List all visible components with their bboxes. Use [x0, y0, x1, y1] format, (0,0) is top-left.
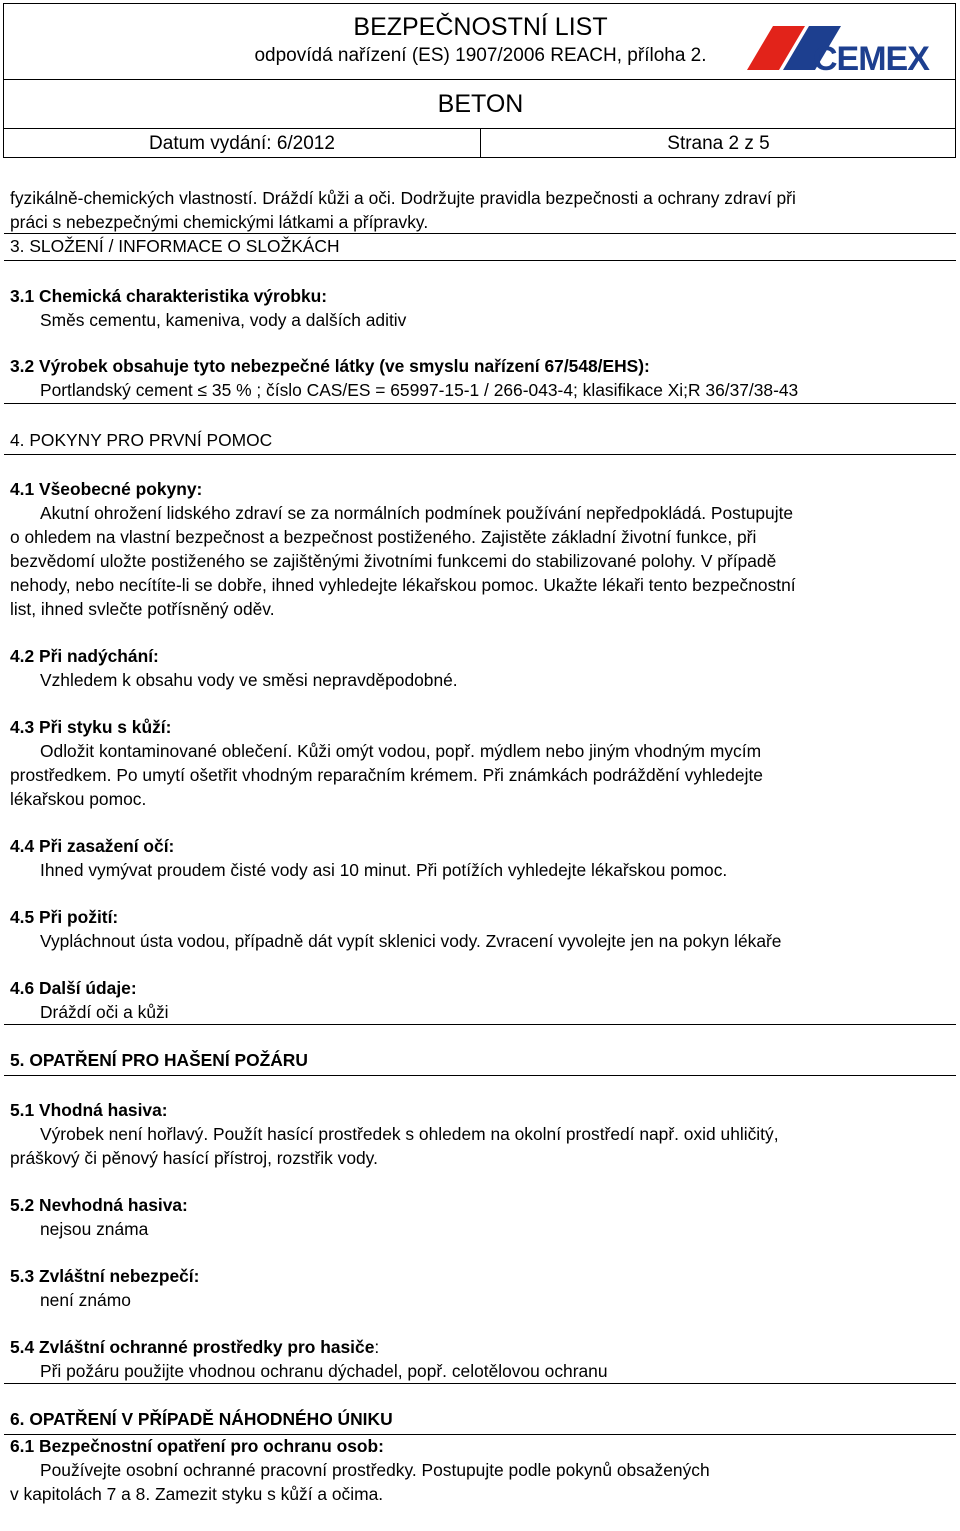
subsection-3-2-title: 3.2 Výrobek obsahuje tyto nebezpečné látky (ve smyslu nařízení 67/548/EHS): — [10, 356, 650, 376]
subsection-6-1-title: 6.1 Bezpečnostní opatření pro ochranu osob: — [10, 1436, 384, 1456]
subsection-3-1-text: Směs cementu, kameniva, vody a dalších aditiv — [40, 310, 407, 330]
intro-line: práci s nebezpečnými chemickými látkami a přípravky. — [10, 212, 429, 232]
document-header — [3, 3, 956, 158]
subsection-5-4-title: 5.4 Zvláštní ochranné prostředky pro hasiče: — [10, 1337, 380, 1357]
document-subtitle: odpovídá nařízení (ES) 1907/2006 REACH, příloha 2. — [254, 45, 707, 66]
subsection-4-6-text: Dráždí oči a kůži — [40, 1002, 169, 1022]
subsection-4-4-title: 4.4 Při zasažení očí: — [10, 836, 175, 856]
subsection-4-1-text: list, ihned svlečte potřísněný oděv. — [10, 599, 275, 619]
subsection-4-6-title: 4.6 Další údaje: — [10, 978, 137, 998]
subsection-6-1-text: Používejte osobní ochranné pracovní prostředky. Postupujte podle pokynů obsažených — [40, 1460, 710, 1480]
document-title: BEZPEČNOSTNÍ LIST — [353, 13, 608, 41]
subsection-4-3-text: prostředkem. Po umytí ošetřit vhodným reparačním krémem. Při známkách podráždění vyhledejte — [10, 765, 763, 785]
page-number: Strana 2 z 5 — [667, 133, 770, 154]
logo-wordmark: CEMEX — [813, 40, 929, 74]
subsection-3-1-title: 3.1 Chemická charakteristika výrobku: — [10, 286, 328, 306]
subsection-4-1-title: 4.1 Všeobecné pokyny: — [10, 479, 203, 499]
subsection-5-2-text: nejsou známa — [40, 1219, 149, 1239]
subsection-4-1-text: o ohledem na vlastní bezpečnost a bezpečnost postiženého. Zajistěte základní životní funkce, při — [10, 527, 757, 547]
subsection-5-3-title: 5.3 Zvláštní nebezpečí: — [10, 1266, 200, 1286]
issue-date: Datum vydání: 6/2012 — [149, 133, 335, 154]
subsection-5-1-title: 5.1 Vhodná hasiva: — [10, 1100, 168, 1120]
subsection-4-1-text: bezvědomí uložte postiženého se zajištěnými životními funkcemi do stabilizované polohy. V případě — [10, 551, 777, 571]
subsection-4-4-text: Ihned vymývat proudem čisté vody asi 10 minut. Při potížích vyhledejte lékařskou pomoc. — [40, 860, 728, 880]
subsection-4-1-text: Akutní ohrožení lidského zdraví se za normálních podmínek používání nepředpokládá. Postupujte — [40, 503, 794, 523]
subsection-4-1-text: nehody, nebo necítíte-li se dobře, ihned vyhledejte lékařskou pomoc. Ukažte lékaři tento bezpečnostní — [10, 575, 796, 595]
subsection-5-4-text: Při požáru použijte vhodnou ochranu dýchadel, popř. celotělovou ochranu — [40, 1361, 608, 1381]
subsection-5-1-text: práškový či pěnový hasící přístroj, rozstřik vody. — [10, 1148, 378, 1168]
cemex-logo — [743, 18, 933, 74]
subsection-4-5-title: 4.5 Při požití: — [10, 907, 119, 927]
subsection-4-2-text: Vzhledem k obsahu vody ve směsi nepravděpodobné. — [40, 670, 458, 690]
subsection-4-3-title: 4.3 Při styku s kůží: — [10, 717, 172, 737]
section-5-heading: 5. OPATŘENÍ PRO HAŠENÍ POŽÁRU — [4, 1024, 956, 1076]
intro-line: fyzikálně-chemických vlastností. Dráždí kůži a oči. Dodržujte pravidla bezpečnosti a ochrany zdraví při — [10, 188, 796, 208]
subsection-3-2-text: Portlandský cement ≤ 35 % ; číslo CAS/ES = 65997-15-1 / 266-043-4; klasifikace Xi;R 36/37/38-43 — [40, 380, 799, 400]
section-3-heading: 3. SLOŽENÍ / INFORMACE O SLOŽKÁCH — [4, 233, 956, 261]
subsection-5-3-text: není známo — [40, 1290, 131, 1310]
subsection-4-5-text: Vypláchnout ústa vodou, případně dát vypít sklenici vody. Zvracení vyvolejte jen na pokyn lékaře — [40, 931, 782, 951]
subsection-5-1-text: Výrobek není hořlavý. Použít hasící prostředek s ohledem na okolní prostředí např. oxid uhličitý, — [40, 1124, 779, 1144]
subsection-4-3-text: lékařskou pomoc. — [10, 789, 147, 809]
section-6-heading: 6. OPATŘENÍ V PŘÍPADĚ NÁHODNÉHO ÚNIKU — [4, 1383, 956, 1435]
header-divider — [4, 79, 955, 80]
subsection-4-3-text: Odložit kontaminované oblečení. Kůži omýt vodou, popř. mýdlem nebo jiným vhodným mycím — [40, 741, 762, 761]
subsection-4-2-title: 4.2 Při nadýchání: — [10, 646, 159, 666]
product-name: BETON — [437, 90, 524, 118]
subsection-6-1-text: v kapitolách 7 a 8. Zamezit styku s kůží a očima. — [10, 1484, 384, 1504]
section-4-heading: 4. POKYNY PRO PRVNÍ POMOC — [4, 403, 956, 455]
subsection-5-2-title: 5.2 Nevhodná hasiva: — [10, 1195, 188, 1215]
